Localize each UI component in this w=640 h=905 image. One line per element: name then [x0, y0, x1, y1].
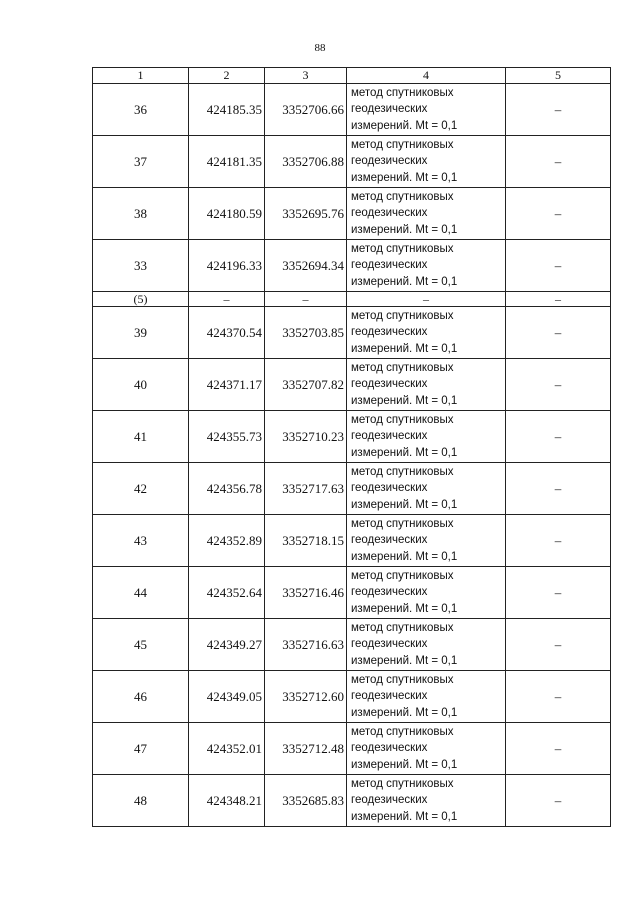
- method-line: метод спутниковых: [351, 242, 454, 255]
- method-cell: [347, 136, 506, 188]
- method-line: геодезических: [351, 326, 428, 339]
- col5-cell: –: [506, 84, 611, 136]
- y-coordinate: 3352707.82: [265, 359, 347, 411]
- table-row: [93, 307, 611, 359]
- method-line: метод спутниковых: [351, 569, 454, 582]
- method-line: измерений. Mt = 0,1: [351, 119, 458, 132]
- method-cell: [347, 84, 506, 136]
- method-line: метод спутниковых: [351, 86, 454, 99]
- x-coordinate: 424356.78: [189, 463, 265, 515]
- method-line: измерений. Mt = 0,1: [351, 342, 458, 355]
- method-line: измерений. Mt = 0,1: [351, 654, 458, 667]
- col5-cell: –: [506, 240, 611, 292]
- col5-cell: –: [506, 136, 611, 188]
- y-coordinate: 3352716.63: [265, 619, 347, 671]
- method-line: геодезических: [351, 742, 428, 755]
- point-number: 40: [93, 359, 189, 411]
- x-coordinate: 424352.89: [189, 515, 265, 567]
- method-line: метод спутниковых: [351, 413, 454, 426]
- method-cell: [347, 307, 506, 359]
- method-line: геодезических: [351, 534, 428, 547]
- method-line: измерений. Mt = 0,1: [351, 171, 458, 184]
- method-line: измерений. Mt = 0,1: [351, 223, 458, 236]
- col5-cell: –: [506, 619, 611, 671]
- method-line: измерений. Mt = 0,1: [351, 394, 458, 407]
- method-line: геодезических: [351, 638, 428, 651]
- method-line: геодезических: [351, 207, 428, 220]
- point-number: 43: [93, 515, 189, 567]
- x-coordinate: 424181.35: [189, 136, 265, 188]
- method-line: измерений. Mt = 0,1: [351, 446, 458, 459]
- method-line: геодезических: [351, 794, 428, 807]
- method-cell: [347, 515, 506, 567]
- method-line: геодезических: [351, 378, 428, 391]
- method-cell: –: [347, 292, 506, 307]
- x-coordinate: 424355.73: [189, 411, 265, 463]
- x-coordinate: 424348.21: [189, 775, 265, 827]
- table-row: [93, 359, 611, 411]
- x-coordinate: 424370.54: [189, 307, 265, 359]
- col5-cell: –: [506, 671, 611, 723]
- method-line: измерений. Mt = 0,1: [351, 602, 458, 615]
- table-row: [93, 136, 611, 188]
- col5-cell: –: [506, 359, 611, 411]
- point-number: 42: [93, 463, 189, 515]
- method-cell: [347, 775, 506, 827]
- contour-label: (5): [93, 292, 189, 307]
- y-coordinate: 3352716.46: [265, 567, 347, 619]
- point-number: 48: [93, 775, 189, 827]
- point-number: 45: [93, 619, 189, 671]
- method-cell: [347, 671, 506, 723]
- method-cell: [347, 567, 506, 619]
- y-coordinate: 3352717.63: [265, 463, 347, 515]
- table-row: [93, 567, 611, 619]
- col5-cell: –: [506, 463, 611, 515]
- method-line: метод спутниковых: [351, 725, 454, 738]
- coordinates-table: [92, 67, 611, 827]
- table-row: [93, 723, 611, 775]
- y-coordinate: 3352710.23: [265, 411, 347, 463]
- table-row: [93, 775, 611, 827]
- point-number: 46: [93, 671, 189, 723]
- y-coordinate: 3352718.15: [265, 515, 347, 567]
- table-row: [93, 463, 611, 515]
- y-coordinate: 3352703.85: [265, 307, 347, 359]
- x-coordinate: 424180.59: [189, 188, 265, 240]
- method-line: измерений. Mt = 0,1: [351, 758, 458, 771]
- method-line: метод спутниковых: [351, 777, 454, 790]
- method-cell: [347, 463, 506, 515]
- y-coordinate: 3352685.83: [265, 775, 347, 827]
- x-coordinate: –: [189, 292, 265, 307]
- method-line: измерений. Mt = 0,1: [351, 275, 458, 288]
- y-coordinate: 3352712.48: [265, 723, 347, 775]
- header-col-5: 5: [506, 68, 611, 84]
- point-number: 38: [93, 188, 189, 240]
- col5-cell: –: [506, 188, 611, 240]
- table-row: [93, 619, 611, 671]
- method-line: метод спутниковых: [351, 673, 454, 686]
- method-line: метод спутниковых: [351, 465, 454, 478]
- y-coordinate: 3352694.34: [265, 240, 347, 292]
- method-line: метод спутниковых: [351, 309, 454, 322]
- col5-cell: –: [506, 411, 611, 463]
- method-line: геодезических: [351, 259, 428, 272]
- table-row: [93, 188, 611, 240]
- method-line: измерений. Mt = 0,1: [351, 498, 458, 511]
- method-line: измерений. Mt = 0,1: [351, 810, 458, 823]
- col5-cell: –: [506, 775, 611, 827]
- y-coordinate: 3352712.60: [265, 671, 347, 723]
- header-col-2: 2: [189, 68, 265, 84]
- method-line: геодезических: [351, 586, 428, 599]
- x-coordinate: 424185.35: [189, 84, 265, 136]
- method-line: метод спутниковых: [351, 517, 454, 530]
- col5-cell: –: [506, 567, 611, 619]
- table-row: [93, 84, 611, 136]
- method-cell: [347, 619, 506, 671]
- x-coordinate: 424196.33: [189, 240, 265, 292]
- method-line: геодезических: [351, 103, 428, 116]
- table-header: [93, 68, 611, 84]
- x-coordinate: 424352.01: [189, 723, 265, 775]
- method-cell: [347, 188, 506, 240]
- x-coordinate: 424349.27: [189, 619, 265, 671]
- x-coordinate: 424349.05: [189, 671, 265, 723]
- method-line: метод спутниковых: [351, 621, 454, 634]
- col5-cell: –: [506, 515, 611, 567]
- method-line: геодезических: [351, 430, 428, 443]
- page-number: 88: [314, 42, 326, 54]
- table-row: [93, 240, 611, 292]
- method-line: метод спутниковых: [351, 361, 454, 374]
- header-col-3: 3: [265, 68, 347, 84]
- header-col-1: 1: [93, 68, 189, 84]
- header-col-4: 4: [347, 68, 506, 84]
- col5-cell: –: [506, 292, 611, 307]
- table-row: [93, 515, 611, 567]
- separator-row: [93, 292, 611, 307]
- method-cell: [347, 240, 506, 292]
- point-number: 33: [93, 240, 189, 292]
- col5-cell: –: [506, 723, 611, 775]
- point-number: 37: [93, 136, 189, 188]
- method-line: измерений. Mt = 0,1: [351, 550, 458, 563]
- method-cell: [347, 359, 506, 411]
- x-coordinate: 424352.64: [189, 567, 265, 619]
- method-line: геодезических: [351, 690, 428, 703]
- table-row: [93, 411, 611, 463]
- point-number: 36: [93, 84, 189, 136]
- method-line: метод спутниковых: [351, 190, 454, 203]
- table-body: [93, 84, 611, 827]
- col5-cell: –: [506, 307, 611, 359]
- method-line: геодезических: [351, 155, 428, 168]
- method-line: измерений. Mt = 0,1: [351, 706, 458, 719]
- y-coordinate: 3352706.88: [265, 136, 347, 188]
- y-coordinate: –: [265, 292, 347, 307]
- method-line: метод спутниковых: [351, 138, 454, 151]
- point-number: 39: [93, 307, 189, 359]
- y-coordinate: 3352706.66: [265, 84, 347, 136]
- point-number: 47: [93, 723, 189, 775]
- y-coordinate: 3352695.76: [265, 188, 347, 240]
- method-cell: [347, 723, 506, 775]
- point-number: 44: [93, 567, 189, 619]
- point-number: 41: [93, 411, 189, 463]
- x-coordinate: 424371.17: [189, 359, 265, 411]
- method-line: геодезических: [351, 482, 428, 495]
- table-row: [93, 671, 611, 723]
- method-cell: [347, 411, 506, 463]
